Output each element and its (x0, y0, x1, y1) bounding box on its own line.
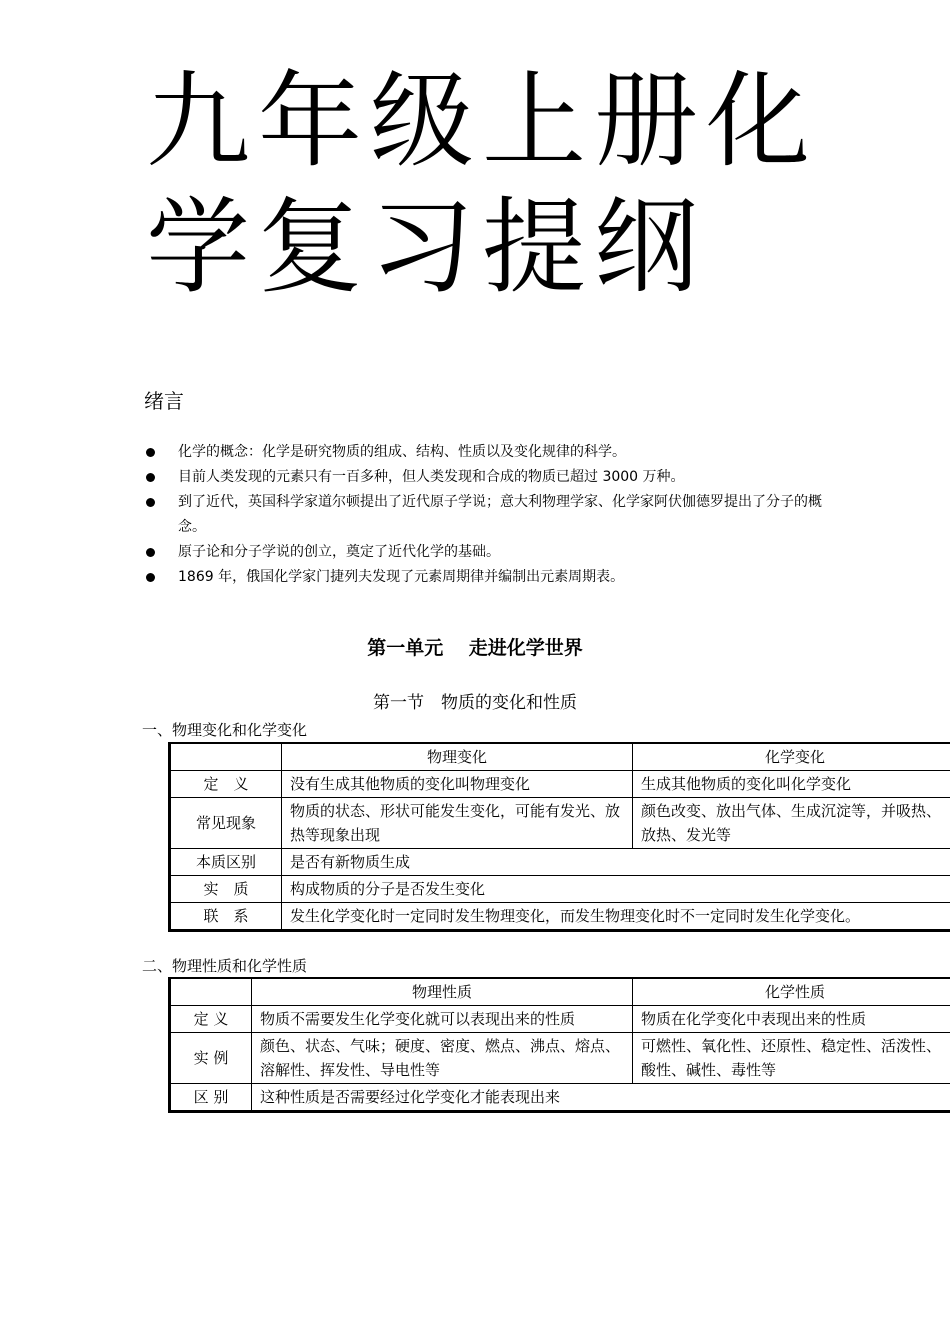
table-cell: 是否有新物质生成 (282, 849, 950, 876)
changes-table (168, 742, 950, 932)
list-item: 到了近代，英国科学家道尔顿提出了近代原子学说；意大利物理学家、化学家阿伏伽德罗提出了分子的概念。 (144, 490, 824, 540)
table-header-cell: 化学性质 (633, 978, 950, 1006)
title-line-1: 九年级上册化 (146, 60, 819, 182)
table-row (170, 903, 950, 931)
intro-heading: 绪言 (144, 389, 184, 413)
table-cell: 颜色、状态、气味；硬度、密度、燃点、沸点、熔点、溶解性、挥发性、导电性等 (252, 1033, 633, 1084)
table-cell: 物质不需要发生化学变化就可以表现出来的性质 (252, 1006, 633, 1033)
table-cell: 可燃性、氧化性、还原性、稳定性、活泼性、酸性、碱性、毒性等 (633, 1033, 950, 1084)
table-cell: 物质的状态、形状可能发生变化，可能有发光、放热等现象出现 (282, 798, 633, 849)
table-row (170, 798, 950, 849)
bullet-icon (146, 498, 155, 507)
table-row (170, 771, 950, 798)
bullet-icon (146, 548, 155, 557)
table-cell: 发生化学变化时一定同时发生物理变化，而发生物理变化时不一定同时发生化学变化。 (282, 903, 950, 931)
list-item: 目前人类发现的元素只有一百多种，但人类发现和合成的物质已超过 3000 万种。 (144, 465, 824, 490)
bullet-icon (146, 473, 155, 482)
table-cell: 生成其他物质的变化叫化学变化 (633, 771, 950, 798)
list-item: 化学的概念：化学是研究物质的组成、结构、性质以及变化规律的科学。 (144, 440, 824, 465)
table-cell: 颜色改变、放出气体、生成沉淀等，并吸热、放热、发光等 (633, 798, 950, 849)
section-title: 第一节 物质的变化和性质 (373, 693, 577, 713)
table-cell (170, 743, 282, 771)
table-cell: 物质在化学变化中表现出来的性质 (633, 1006, 950, 1033)
row-label: 区 别 (170, 1084, 252, 1112)
table-row (170, 743, 950, 771)
row-label: 实 质 (170, 876, 282, 903)
table-cell: 构成物质的分子是否发生变化 (282, 876, 950, 903)
table-row (170, 1084, 950, 1112)
row-label: 定 义 (170, 1006, 252, 1033)
table-row (170, 849, 950, 876)
document-title (146, 58, 846, 310)
properties-table (168, 977, 950, 1113)
table-row (170, 876, 950, 903)
part1-heading: 一、物理变化和化学变化 (142, 721, 308, 739)
row-label: 常见现象 (170, 798, 282, 849)
title-line-2: 学复习提纲 (146, 186, 707, 308)
table-cell: 没有生成其他物质的变化叫物理变化 (282, 771, 633, 798)
row-label: 实 例 (170, 1033, 252, 1084)
part2-heading: 二、物理性质和化学性质 (142, 957, 308, 975)
row-label: 定 义 (170, 771, 282, 798)
unit-title: 第一单元 走进化学世界 (367, 637, 583, 659)
row-label: 本质区别 (170, 849, 282, 876)
table-row (170, 978, 950, 1006)
list-item: 1869 年，俄国化学家门捷列夫发现了元素周期律并编制出元素周期表。 (144, 565, 824, 590)
table-header-cell: 化学变化 (633, 743, 950, 771)
table-header-cell: 物理变化 (282, 743, 633, 771)
table-cell (170, 978, 252, 1006)
table-row (170, 1033, 950, 1084)
bullet-icon (146, 573, 155, 582)
row-label: 联 系 (170, 903, 282, 931)
list-item: 原子论和分子学说的创立，奠定了近代化学的基础。 (144, 540, 824, 565)
table-row (170, 1006, 950, 1033)
intro-bullet-list (144, 440, 824, 590)
bullet-icon (146, 448, 155, 457)
table-header-cell: 物理性质 (252, 978, 633, 1006)
table-cell: 这种性质是否需要经过化学变化才能表现出来 (252, 1084, 950, 1112)
